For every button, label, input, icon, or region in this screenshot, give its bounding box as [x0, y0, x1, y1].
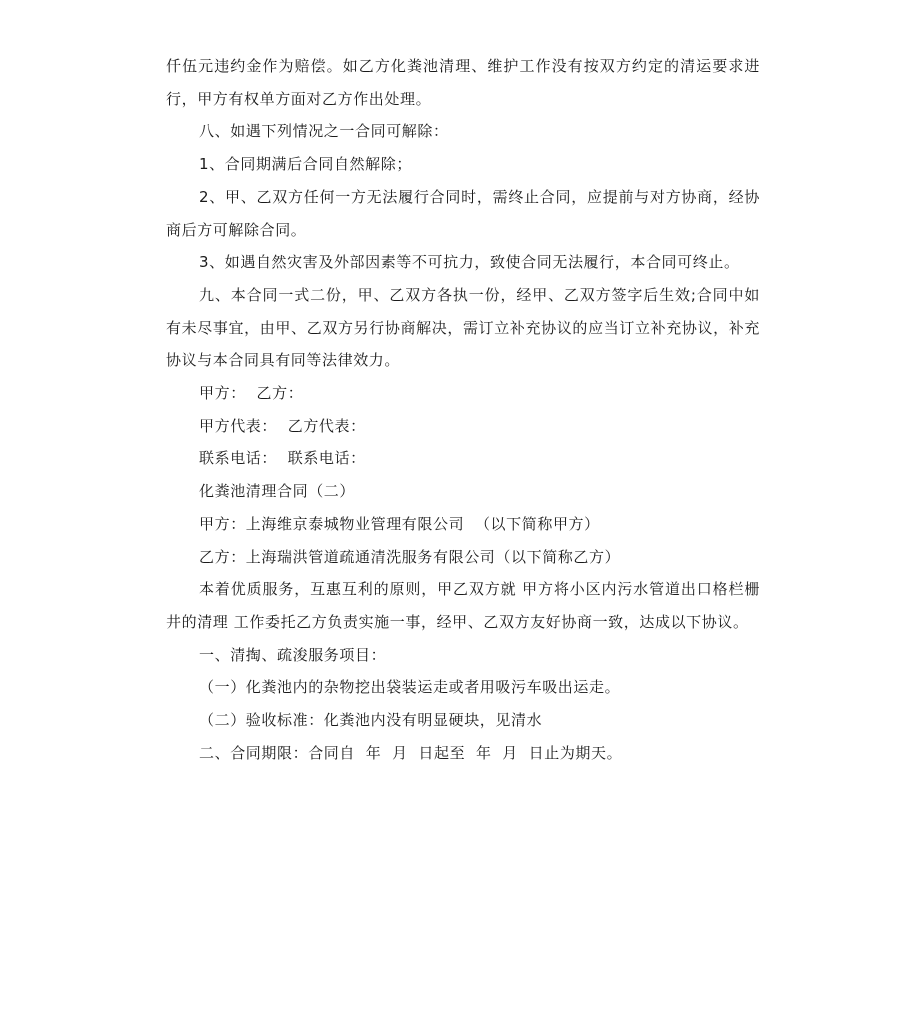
- section-8-item-2: 2、甲、乙双方任何一方无法履行合同时，需终止合同，应提前与对方协商，经协商后方可解除合同。: [166, 187, 760, 239]
- signature-phone-line: 联系电话： 联系电话：: [199, 449, 366, 468]
- document-body: [166, 50, 760, 769]
- signature-party-line: 甲方： 乙方：: [199, 384, 304, 403]
- signature-representative-line: 甲方代表： 乙方代表：: [199, 416, 366, 435]
- section-1-item-1: （一）化粪池内的杂物挖出袋装运走或者用吸污车吸出运走。: [199, 678, 621, 697]
- paragraph-compensation-clause: 仟伍元违约金作为赔偿。如乙方化粪池清理、维护工作没有按双方约定的清运要求进行，甲方有权单方面对乙方作出处理。: [166, 57, 760, 108]
- preamble-paragraph: 本着优质服务，互惠互利的原则，甲乙双方就 甲方将小区内污水管道出口格栏栅井的清理 工作委托乙方负责实施一事，经甲、乙双方友好协商一致，达成以下协议。: [166, 580, 760, 631]
- section-8-item-1: 1、合同期满后合同自然解除；: [199, 155, 412, 174]
- party-a-line: 甲方：上海维京泰城物业管理有限公司 （以下简称甲方）: [199, 514, 600, 533]
- section-1-heading: 一、清掏、疏浚服务项目：: [199, 645, 387, 664]
- section-8-heading: 八、如遇下列情况之一合同可解除：: [199, 122, 449, 141]
- party-b-line: 乙方：上海瑞洪管道疏通清洗服务有限公司（以下简称乙方）: [199, 547, 621, 566]
- section-1-item-2: （二）验收标准：化粪池内没有明显硬块，见清水: [199, 711, 543, 730]
- contract-2-title: 化粪池清理合同（二）: [199, 482, 356, 501]
- section-9-paragraph: 九、本合同一式二份，甲、乙双方各执一份，经甲、乙双方签字后生效;合同中如有未尽事宜，由甲、乙双方另行协商解决，需订立补充协议的应当订立补充协议，补充协议与本合同具有同等法律效力。: [166, 285, 760, 370]
- section-8-item-3: 3、如遇自然灾害及外部因素等不可抗力，致使合同无法履行，本合同可终止。: [199, 253, 740, 272]
- section-2-contract-term: 二、合同期限：合同自 年 月 日起至 年 月 日止为期天。: [199, 743, 623, 762]
